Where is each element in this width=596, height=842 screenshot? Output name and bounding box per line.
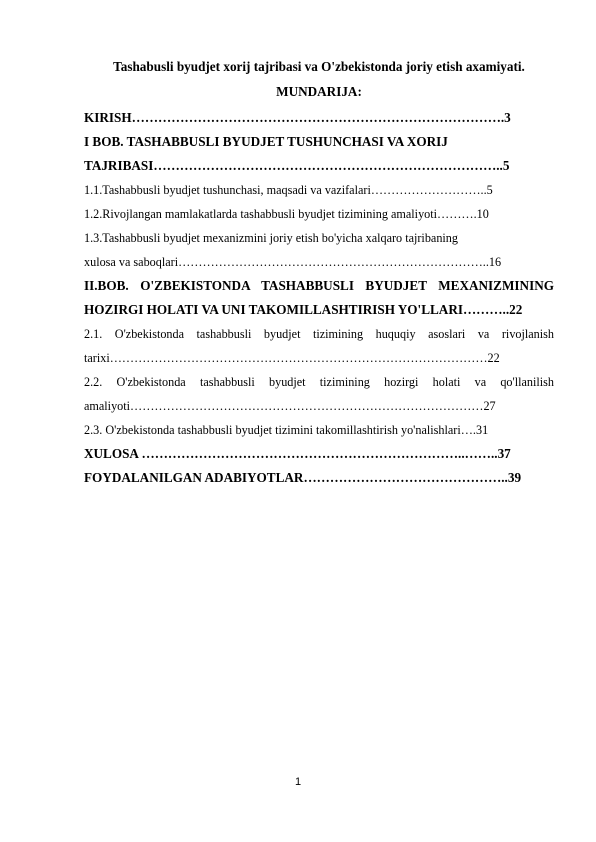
- toc-entry-2-3: 2.3. O'zbekistonda tashabbusli byudjet tizimini takomillashtirish yo'nalishlari….31: [84, 423, 489, 437]
- toc-entry-1-2: 1.2.Rivojlangan mamlakatlarda tashabbusli byudjet tizimining amaliyoti……….10: [84, 207, 489, 221]
- contents-heading: MUNDARIJA:: [276, 84, 362, 99]
- toc-entry-1-3-cont: xulosa va saboqlari…………………………………………………………………..16: [84, 255, 502, 269]
- toc-entry-adabiyotlar: FOYDALANILGAN ADABIYOTLAR………………………………………..39: [84, 470, 522, 485]
- table-of-contents: [84, 106, 554, 490]
- toc-entry-chapter-1-title-cont: TAJRIBASI……………………………………………………………………..5: [84, 158, 510, 173]
- toc-entry-chapter-1-title: I BOB. TASHABBUSLI BYUDJET TUSHUNCHASI VA XORIJ: [84, 134, 448, 149]
- toc-entry-2-2-cont: amaliyoti……………………………………………………………………………27: [84, 399, 496, 413]
- toc-entry-chapter-2-title: II.BOB. O'ZBEKISTONDA TASHABBUSLI BYUDJET MEXANIZMINING: [84, 278, 554, 293]
- toc-entry-2-1-cont: tarixi…………………………………………………………………………………22: [84, 351, 500, 365]
- toc-entry-chapter-2-title-cont: HOZIRGI HOLATI VA UNI TAKOMILLASHTIRISH YO'LLARI………..22: [84, 302, 523, 317]
- page-number: 1: [294, 776, 302, 788]
- toc-entry-xulosa: XULOSA ………………………………………………………………..……..37: [84, 446, 511, 461]
- toc-entry-2-1: 2.1. O'zbekistonda tashabbusli byudjet tizimining huquqiy asoslari va rivojlanish: [84, 327, 554, 341]
- toc-entry-1-3: 1.3.Tashabbusli byudjet mexanizmini joriy etish bo'yicha xalqaro tajribaning: [84, 231, 458, 245]
- toc-entry-1-1: 1.1.Tashabbusli byudjet tushunchasi, maqsadi va vazifalari………………………..5: [84, 183, 493, 197]
- toc-entry-2-2: 2.2. O'zbekistonda tashabbusli byudjet tizimining hozirgi holati va qo'llanilish: [84, 375, 554, 389]
- document-title: Tashabusli byudjet xorij tajribasi va O'zbekistonda joriy etish axamiyati.: [113, 59, 525, 74]
- toc-entry-kirish: KIRISH………………………………………………………………………….3: [84, 110, 511, 125]
